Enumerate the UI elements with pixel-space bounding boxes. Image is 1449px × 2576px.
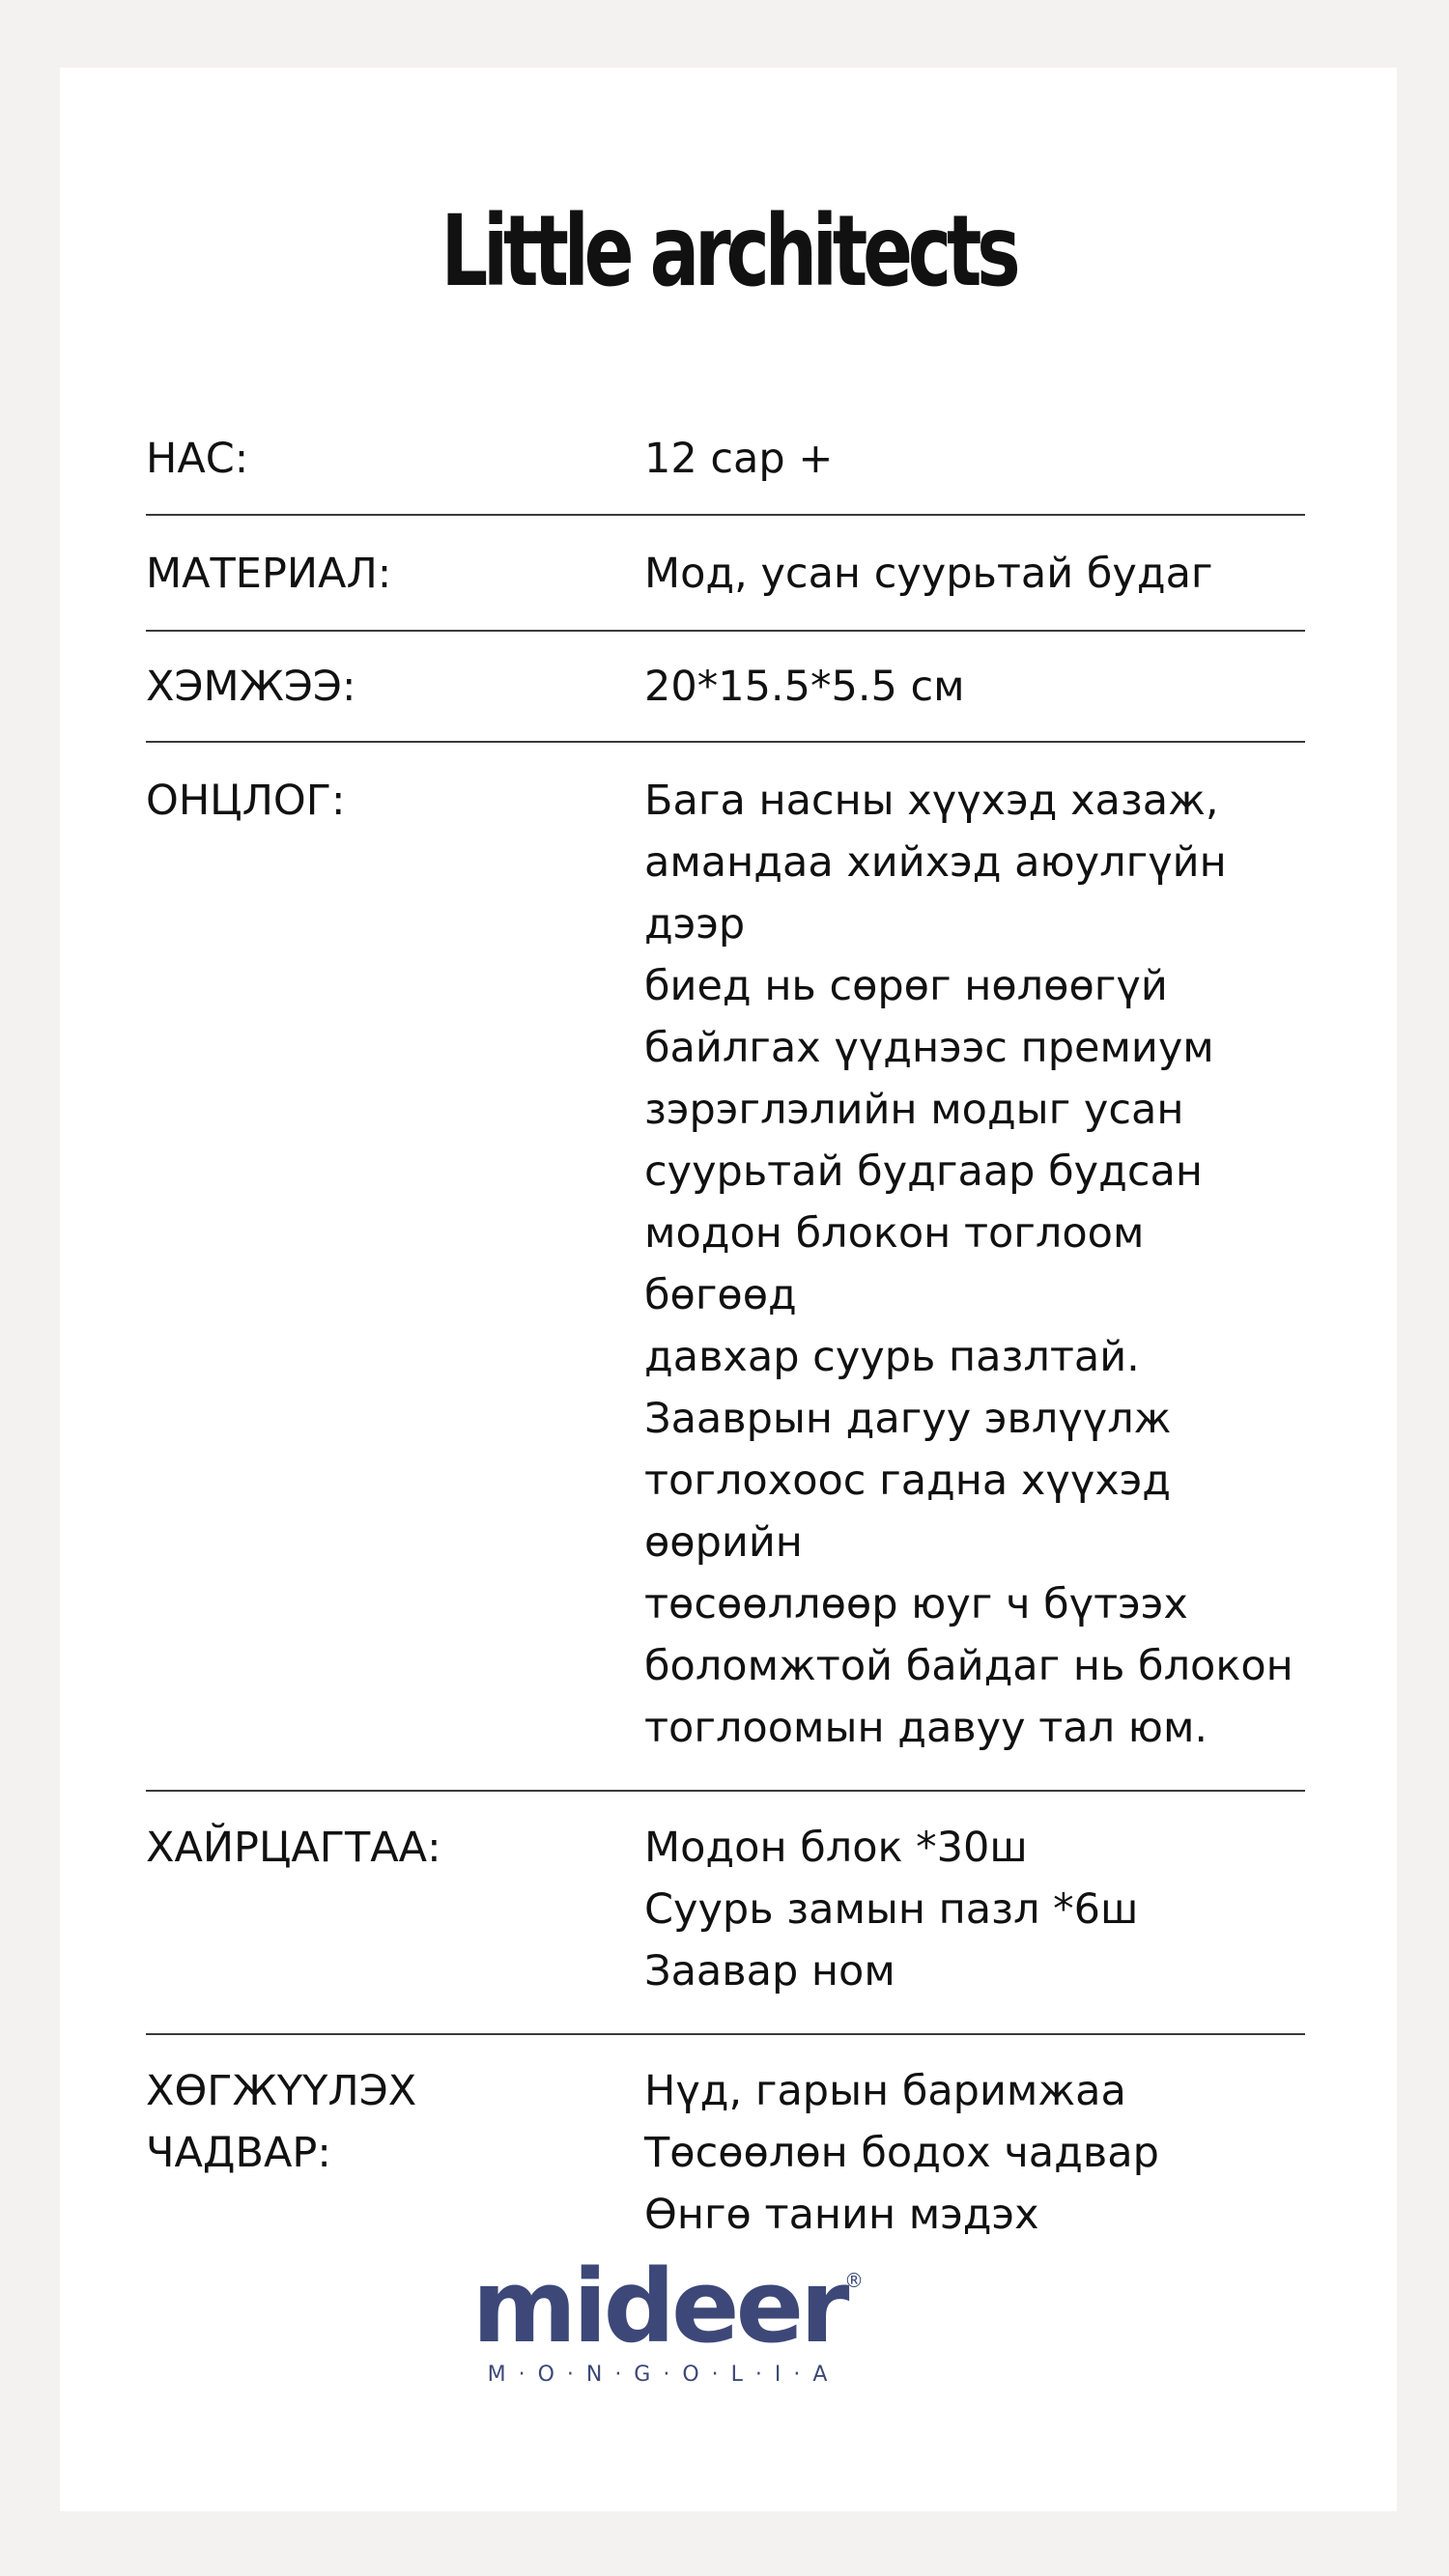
spec-label-size: ХЭМЖЭЭ: <box>146 663 356 711</box>
value-line: 12 сар + <box>644 435 834 483</box>
value-line: суурьтай будгаар будсан <box>644 1147 1203 1196</box>
label-line: ЧАДВАР: <box>146 2129 331 2177</box>
value-line: Бага насны хүүхэд хазаж, <box>644 777 1219 825</box>
brand-wordmark: mideer <box>471 2260 846 2365</box>
value-line: зэрэглэлийн модыг усан <box>644 1086 1184 1134</box>
spec-label-features: ОНЦЛОГ: <box>146 777 346 825</box>
brand-tagline: M · O · N · G · O · L · I · A <box>487 2363 831 2386</box>
spec-card <box>60 68 1397 2511</box>
spec-value-size <box>644 656 1305 718</box>
label-line: ХӨГЖҮҮЛЭХ <box>146 2067 417 2115</box>
value-line: боломжтой байдаг нь блокон <box>644 1642 1293 1690</box>
spec-row-skills <box>146 2035 1305 2265</box>
spec-table <box>146 404 1305 2265</box>
mideer-logo <box>454 2260 879 2386</box>
spec-value-material <box>644 543 1305 605</box>
value-line: төсөөллөөр юуг ч бүтээх <box>644 1580 1188 1628</box>
value-line: Мод, усан суурьтай будаг <box>644 550 1213 598</box>
value-line: Өнгө танин мэдэх <box>644 2191 1039 2239</box>
spec-row-features <box>146 743 1305 1792</box>
spec-label-age: НАС: <box>146 435 249 483</box>
value-line: 20*15.5*5.5 см <box>644 663 965 711</box>
spec-value-age <box>644 428 1305 490</box>
value-line: биед нь сөрөг нөлөөгүй <box>644 962 1168 1010</box>
value-line: давхар суурь пазлтай. <box>644 1333 1140 1381</box>
spec-value-skills <box>644 2060 1305 2246</box>
spec-row-material <box>146 516 1305 632</box>
value-line: тоглоомын давуу тал юм. <box>644 1704 1208 1752</box>
spec-row-size <box>146 632 1305 743</box>
value-line: Төсөөлөн бодох чадвар <box>644 2129 1159 2177</box>
value-line: модон блокон тоглоом бөгөөд <box>644 1209 1145 1319</box>
spec-row-age <box>146 404 1305 516</box>
value-line: Суурь замын пазл *6ш <box>644 1885 1139 1934</box>
spec-value-box-contents <box>644 1817 1305 2002</box>
product-title: Little architects <box>440 194 1016 309</box>
registered-mark: ® <box>844 2269 864 2292</box>
value-line: амандаа хийхэд аюулгүйн дээр <box>644 838 1227 948</box>
value-line: Зааврын дагуу эвлүүлж <box>644 1395 1172 1443</box>
spec-label-material: МАТЕРИАЛ: <box>146 550 392 598</box>
value-line: Нүд, гарын баримжаа <box>644 2067 1126 2115</box>
spec-row-box-contents <box>146 1792 1305 2035</box>
value-line: Заавар ном <box>644 1947 895 1996</box>
spec-label-box-contents: ХАЙРЦАГТАА: <box>146 1824 441 1872</box>
value-line: Модон блок *30ш <box>644 1824 1028 1872</box>
spec-value-features <box>644 770 1305 1759</box>
value-line: байлгах үүднээс премиум <box>644 1024 1214 1072</box>
spec-label-skills <box>146 2060 644 2184</box>
value-line: тоглохоос гадна хүүхэд өөрийн <box>644 1457 1172 1567</box>
